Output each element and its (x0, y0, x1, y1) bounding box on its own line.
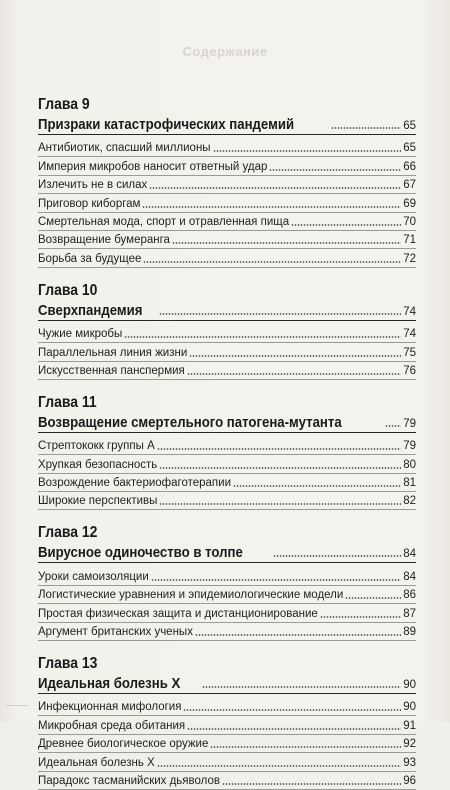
chapter-title-row[interactable] (38, 673, 416, 694)
section-page-number: 67 (403, 179, 416, 192)
section-page-number: 82 (403, 495, 416, 508)
section-title: Широкие перспективы (38, 495, 158, 508)
section-entry[interactable] (38, 325, 416, 343)
section-entry[interactable] (38, 623, 416, 641)
chapter-block (38, 655, 416, 790)
section-entry[interactable] (38, 231, 416, 249)
leader-dots (385, 425, 401, 427)
chapter-block (38, 282, 416, 380)
section-entry[interactable] (38, 194, 416, 212)
section-entry[interactable] (38, 474, 416, 492)
chapter-block (38, 524, 416, 641)
section-page-number: 76 (403, 364, 416, 377)
leader-dots (233, 485, 401, 487)
section-title: Смертельная мода, спорт и отравленная пища (38, 215, 290, 228)
section-page-number: 96 (403, 774, 416, 787)
section-list (38, 325, 416, 380)
chapter-number: Глава 13 (38, 655, 98, 673)
section-entry[interactable] (38, 157, 416, 175)
section-title: Уроки самоизоляции (38, 570, 149, 583)
section-entry[interactable] (38, 455, 416, 473)
section-entry[interactable] (38, 753, 416, 771)
section-title: Микробная среда обитания (38, 719, 186, 732)
chapter-page-number: 90 (403, 679, 416, 692)
chapter-number: Глава 11 (38, 393, 97, 411)
section-title: Аргумент британских ученых (38, 626, 193, 639)
section-entry[interactable] (38, 698, 416, 716)
section-list (38, 437, 416, 511)
section-title: Идеальная болезнь X (38, 756, 155, 769)
section-page-number: 80 (403, 458, 416, 471)
leader-dots (187, 373, 401, 375)
section-page-number: 89 (403, 626, 416, 639)
chapter-page-number: 79 (403, 417, 416, 430)
section-title: Древнее биологическое оружие (38, 738, 209, 751)
section-entry[interactable] (38, 437, 416, 455)
section-page-number: 75 (403, 346, 416, 359)
chapter-spacer (38, 380, 416, 394)
section-page-number: 92 (403, 738, 416, 751)
leader-dots (273, 555, 401, 557)
section-entry[interactable] (38, 567, 416, 585)
section-title: Стрептококк группы А (38, 440, 155, 453)
chapter-spacer (38, 510, 416, 524)
section-page-number: 79 (403, 440, 416, 453)
chapter-title-row[interactable] (38, 300, 416, 321)
chapter-title: Возвращение смертельного патогена-мутанта (38, 413, 342, 431)
leader-dots (143, 261, 401, 263)
section-entry[interactable] (38, 249, 416, 267)
chapter-block (38, 394, 416, 511)
leader-dots (202, 686, 402, 688)
section-list (38, 567, 416, 641)
chapter-number: Глава 9 (38, 96, 90, 113)
leader-dots (157, 765, 402, 767)
leader-dots (159, 467, 401, 469)
section-page-number: 90 (403, 701, 416, 714)
section-title: Борьба за будущее (38, 252, 142, 265)
section-title: Инфекционная мифология (38, 701, 182, 714)
section-page-number: 93 (403, 756, 416, 769)
leader-dots (187, 728, 401, 730)
section-page-number: 81 (403, 477, 416, 490)
section-title: Приговор киборгам (38, 197, 141, 210)
chapter-block (38, 96, 416, 268)
chapter-title: Призраки катастрофических пандемий (38, 116, 295, 133)
chapter-title: Вирусное одиночество в толпе (38, 544, 243, 562)
leader-dots (222, 783, 401, 785)
chapter-page-number: 65 (403, 120, 416, 132)
section-entry[interactable] (38, 176, 416, 194)
section-page-number: 91 (403, 719, 416, 732)
chapter-title-row[interactable] (38, 542, 416, 563)
section-title: Парадокс тасманийских дьяволов (38, 774, 220, 787)
leader-dots (183, 709, 401, 711)
leader-dots (124, 336, 401, 338)
show-through-heading: Содержание (182, 44, 268, 59)
section-page-number: 71 (403, 234, 416, 247)
section-page-number: 72 (403, 252, 416, 265)
section-title: Империя микробов наносит ответный удар (38, 160, 268, 173)
leader-dots (345, 597, 401, 599)
section-entry[interactable] (38, 604, 416, 622)
section-page-number: 65 (403, 142, 416, 155)
leader-dots (172, 242, 401, 244)
section-entry[interactable] (38, 213, 416, 231)
page-corner-mark (6, 705, 28, 720)
section-title: Возвращение бумеранга (38, 234, 170, 247)
chapter-title-row[interactable] (38, 114, 416, 135)
section-title: Искусственная панспермия (38, 364, 185, 377)
leader-dots (189, 355, 401, 357)
leader-dots (291, 224, 401, 226)
chapter-page-number: 74 (403, 305, 416, 318)
section-title: Простая физическая защита и дистанционирование (38, 607, 318, 620)
chapter-page-number: 84 (403, 548, 416, 561)
section-page-number: 74 (403, 328, 416, 341)
section-entry[interactable] (38, 586, 416, 604)
table-of-contents (38, 96, 416, 790)
leader-dots (159, 503, 401, 505)
section-page-number: 87 (403, 607, 416, 620)
leader-dots (149, 187, 401, 189)
section-page-number: 70 (403, 215, 416, 228)
leader-dots (213, 150, 402, 152)
section-page-number: 69 (403, 197, 416, 210)
leader-dots (159, 313, 401, 315)
section-title: Антибиотик, спасший миллионы (38, 142, 211, 155)
section-entry[interactable] (38, 772, 416, 790)
section-list (38, 139, 416, 268)
section-title: Излечить не в силах (38, 179, 148, 192)
section-page-number: 86 (403, 589, 416, 602)
section-entry[interactable] (38, 343, 416, 361)
section-page-number: 84 (403, 570, 416, 583)
section-title: Логистические уравнения и эпидемиологические модели (38, 589, 344, 602)
chapter-title: Сверхпандемия (38, 301, 143, 319)
section-title: Возрождение бактериофаготерапии (38, 477, 232, 490)
leader-dots (151, 579, 401, 581)
leader-dots (157, 448, 401, 450)
chapter-spacer (38, 268, 416, 282)
section-entry[interactable] (38, 492, 416, 510)
section-entry[interactable] (38, 735, 416, 753)
leader-dots (210, 746, 401, 748)
chapter-title-row[interactable] (38, 412, 416, 433)
section-page-number: 66 (403, 160, 416, 173)
section-list (38, 698, 416, 790)
leader-dots (195, 634, 401, 636)
leader-dots (320, 616, 401, 618)
chapter-number: Глава 12 (38, 524, 98, 542)
leader-dots (142, 206, 401, 208)
leader-dots (269, 169, 401, 171)
section-title: Чужие микробы (38, 328, 123, 341)
leader-dots (331, 127, 401, 129)
section-entry[interactable] (38, 716, 416, 734)
section-entry[interactable] (38, 362, 416, 380)
section-title: Хрупкая безопасность (38, 458, 158, 471)
chapter-spacer (38, 641, 416, 655)
section-entry[interactable] (38, 139, 416, 157)
section-title: Параллельная линия жизни (38, 346, 188, 359)
chapter-title: Идеальная болезнь X (38, 675, 181, 693)
chapter-number: Глава 10 (38, 281, 98, 299)
